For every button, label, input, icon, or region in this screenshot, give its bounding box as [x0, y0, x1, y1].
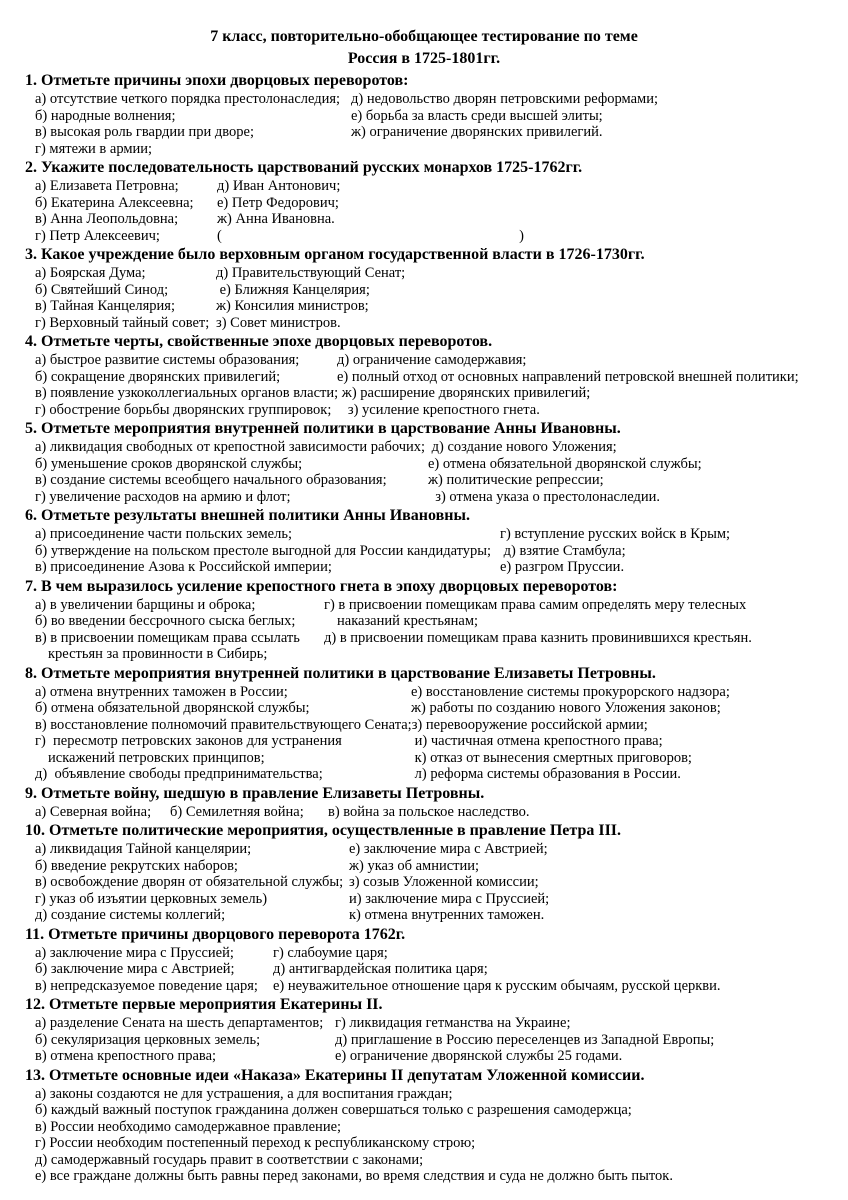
option-cell: д) взятие Стамбула;: [500, 542, 626, 559]
option-cell: е) отмена обязательной дворянской службы;: [428, 455, 702, 472]
option-row: [35, 733, 848, 750]
option-row: [35, 298, 848, 315]
option-cell: в) создание системы всеобщего начального образования;: [35, 472, 387, 488]
option-cell: в) война за польское наследство.: [328, 803, 530, 820]
option-cell: г) увеличение расходов на армию и флот;: [35, 488, 291, 505]
option-cell: д) создание системы коллегий;: [35, 907, 226, 923]
option-row: [35, 489, 848, 506]
question-heading: 5. Отметьте мероприятия внутренней политики в царствование Анны Ивановны.: [25, 420, 621, 437]
option-row: [35, 1015, 848, 1032]
document-title: [0, 26, 848, 70]
question-10: [0, 821, 848, 924]
option-row: [35, 1152, 848, 1169]
option-cell: а) в увеличении барщины и оброка;: [35, 596, 256, 613]
option-row: [35, 1048, 848, 1065]
option-cell: а) разделение Сената на шесть департаментов;: [35, 1015, 324, 1031]
question-6: [0, 506, 848, 576]
option-cell: в) непредсказуемое поведение царя;: [35, 977, 258, 994]
question-heading: 3. Какое учреждение было верховным органом государственной власти в 1726-1730гг.: [25, 246, 645, 263]
option-cell: е) неуважительное отношение царя к русским обычаям, русской церкви.: [273, 977, 721, 994]
option-row: [35, 472, 848, 489]
option-cell: д) Правительствующий Сенат;: [216, 265, 406, 281]
option-cell: в) присоединение Азова к Российской империи;: [35, 559, 332, 575]
option-row: [35, 352, 848, 369]
option-cell: а) Северная война;: [35, 803, 152, 820]
question-7: [0, 577, 848, 663]
question-3: [0, 245, 848, 331]
option-cell: б) уменьшение сроков дворянской службы;: [35, 455, 303, 472]
option-cell: д) объявление свободы предпринимательства;: [35, 766, 323, 782]
option-cell: б) Семилетняя война;: [170, 803, 304, 820]
option-row: [35, 456, 848, 473]
option-row: [35, 91, 848, 108]
option-cell: и) заключение мира с Пруссией;: [349, 890, 550, 907]
option-cell: е) борьба за власть среди высшей элиты;: [351, 107, 603, 124]
option-cell: б) сокращение дворянских привилегий;: [35, 368, 281, 385]
option-cell: г) слабоумие царя;: [273, 944, 388, 961]
option-cell: в) появление узкоколлегиальных органов власти;: [35, 385, 339, 401]
option-row: [35, 717, 848, 734]
option-cell: а) отмена внутренних таможен в России;: [35, 683, 288, 700]
option-row: [35, 684, 848, 701]
option-cell: б) отмена обязательной дворянской службы;: [35, 700, 310, 716]
option-cell: а) Боярская Дума;: [35, 265, 146, 281]
option-cell: а) ликвидация свободных от крепостной зависимости рабочих;: [35, 439, 426, 455]
option-cell: л) реформа системы образования в России.: [411, 766, 681, 782]
option-row: [35, 1119, 848, 1136]
option-row: [35, 543, 848, 560]
option-row: [35, 750, 848, 767]
option-row: [35, 1168, 848, 1185]
option-cell: а) Елизавета Петровна;: [35, 178, 179, 194]
question-heading: 6. Отметьте результаты внешней политики Анны Ивановны.: [25, 507, 470, 524]
option-row: [35, 282, 848, 299]
question-heading: 1. Отметьте причины эпохи дворцовых переворотов:: [25, 72, 409, 89]
option-cell: ж) указ об амнистии;: [349, 857, 480, 874]
option-cell: г) ликвидация гетманства на Украине;: [335, 1015, 571, 1031]
option-row: [35, 700, 848, 717]
option-cell: г) Петр Алексеевич;: [35, 227, 160, 244]
option-cell: д) в присвоении помещикам права казнить провинившихся крестьян.: [324, 629, 752, 646]
question-8: [0, 664, 848, 783]
question-11: [0, 925, 848, 995]
option-cell: е) полный отход от основных направлений петровской внешней политики;: [337, 368, 799, 385]
option-row: [35, 265, 848, 282]
question-5: [0, 419, 848, 505]
option-cell: ж) работы по созданию нового Уложения законов;: [411, 700, 721, 716]
option-row: [35, 766, 848, 783]
option-cell: г) указ об изъятии церковных земель): [35, 890, 268, 907]
option-cell: ж) политические репрессии;: [428, 472, 604, 488]
option-cell: б) Святейший Синод;: [35, 281, 169, 298]
option-row: [35, 178, 848, 195]
question-4: [0, 332, 848, 418]
option-row: [35, 1086, 848, 1103]
document-title-line1: 7 класс, повторительно-обобщающее тестирование по теме: [210, 28, 638, 45]
option-row: [35, 526, 848, 543]
option-row: [35, 874, 848, 891]
option-row: [35, 613, 848, 630]
question-heading: 11. Отметьте причины дворцового переворота 1762г.: [25, 925, 406, 943]
question-heading: 2. Укажите последовательность царствований русских монархов 1725-1762гг.: [25, 159, 583, 176]
option-cell: е) ограничение дворянской службы 25 годами.: [335, 1048, 623, 1064]
option-row: [35, 369, 848, 386]
option-cell: б) секуляризация церковных земель;: [35, 1031, 261, 1048]
question-heading: 7. В чем выразилось усиление крепостного гнета в эпоху дворцовых переворотов:: [25, 577, 618, 595]
option-row: [35, 228, 848, 245]
option-cell: з) Совет министров.: [216, 314, 341, 331]
question-13: [0, 1066, 848, 1185]
option-row: [35, 907, 848, 924]
option-row: [35, 439, 848, 456]
option-cell: б) утверждение на польском престоле выгодной для России кандидатуры;: [35, 542, 492, 559]
option-cell: з) отмена указа о престолонаследии.: [428, 488, 660, 505]
option-cell: г) Верховный тайный совет;: [35, 314, 210, 331]
option-cell: в) восстановление полномочий правительствующего Сената;: [35, 716, 412, 733]
question-9: [0, 784, 848, 821]
option-cell: к) отказ от вынесения смертных приговоров;: [411, 749, 692, 766]
option-cell: а) быстрое развитие системы образования;: [35, 352, 300, 368]
option-cell: в) освобождение дворян от обязательной службы;: [35, 874, 344, 890]
option-cell: а) присоединение части польских земель;: [35, 526, 292, 542]
option-cell: в) России необходимо самодержавное правление;: [35, 1118, 342, 1135]
option-cell: д) недовольство дворян петровскими реформами;: [351, 91, 658, 107]
option-cell: г) обострение борьбы дворянских группировок;: [35, 401, 332, 418]
option-cell: в) в присвоении помещикам права ссылать: [35, 629, 300, 646]
option-cell: д) создание нового Уложения;: [428, 439, 617, 455]
option-cell: а) ликвидация Тайной канцелярии;: [35, 841, 252, 857]
option-cell: е) все граждане должны быть равны перед законами, во время следствия и суда не должно быть пыток.: [35, 1168, 673, 1184]
option-cell: д) самодержавный государь правит в соответствии с законами;: [35, 1151, 424, 1168]
question-heading: 9. Отметьте войну, шедшую в правление Елизаветы Петровны.: [25, 784, 485, 802]
option-row: [35, 1102, 848, 1119]
option-cell: д) Иван Антонович;: [217, 178, 341, 194]
option-cell: ( ): [217, 227, 524, 244]
option-cell: г) пересмотр петровских законов для устранения: [35, 733, 342, 749]
option-cell: е) разгром Пруссии.: [500, 559, 625, 575]
option-cell: б) народные волнения;: [35, 107, 176, 124]
option-cell: б) введение рекрутских наборов;: [35, 857, 238, 874]
option-cell: искажений петровских принципов;: [48, 749, 265, 766]
option-row: [35, 1032, 848, 1049]
option-row: [35, 961, 848, 978]
question-heading: 4. Отметьте черты, свойственные эпохе дворцовых переворотов.: [25, 333, 493, 350]
option-row: [35, 141, 848, 158]
option-cell: к) отмена внутренних таможен.: [349, 907, 545, 923]
option-cell: д) ограничение самодержавия;: [337, 352, 527, 368]
option-cell: в) Анна Леопольдовна;: [35, 211, 179, 227]
option-cell: з) перевооружение российской армии;: [411, 716, 648, 733]
question-heading: 8. Отметьте мероприятия внутренней политики в царствование Елизаветы Петровны.: [25, 664, 656, 682]
option-cell: е) заключение мира с Австрией;: [349, 841, 548, 857]
option-cell: и) частичная отмена крепостного права;: [411, 733, 663, 749]
option-cell: г) вступление русских войск в Крым;: [500, 526, 731, 542]
question-1: [0, 71, 848, 157]
option-row: [35, 978, 848, 995]
question-heading: 13. Отметьте основные идеи «Наказа» Екатерины II депутатам Уложенной комиссии.: [25, 1066, 645, 1084]
option-row: [35, 804, 848, 821]
option-row: [35, 841, 848, 858]
option-row: [35, 315, 848, 332]
question-12: [0, 995, 848, 1065]
option-row: [35, 195, 848, 212]
option-cell: а) отсутствие четкого порядка престолонаследия;: [35, 91, 341, 107]
option-row: [35, 559, 848, 576]
question-heading: 12. Отметьте первые мероприятия Екатерины II.: [25, 996, 383, 1013]
option-cell: е) восстановление системы прокурорского надзора;: [411, 683, 730, 700]
option-cell: з) созыв Уложенной комиссии;: [349, 874, 539, 890]
option-row: [35, 597, 848, 614]
questions: [0, 71, 848, 1185]
option-cell: в) отмена крепостного права;: [35, 1048, 217, 1064]
option-cell: г) в присвоении помещикам права самим определять меру телесных: [324, 596, 747, 613]
option-row: [35, 1135, 848, 1152]
option-cell: наказаний крестьянам;: [337, 613, 479, 629]
question-2: [0, 158, 848, 244]
option-row: [35, 402, 848, 419]
option-cell: з) усиление крепостного гнета.: [337, 401, 540, 418]
option-row: [35, 891, 848, 908]
option-cell: ж) расширение дворянских привилегий;: [338, 385, 591, 401]
option-cell: б) заключение мира с Австрией;: [35, 961, 235, 977]
option-cell: в) Тайная Канцелярия;: [35, 298, 175, 314]
option-cell: е) Ближняя Канцелярия;: [216, 281, 370, 298]
option-cell: б) во введении бессрочного сыска беглых;: [35, 613, 296, 629]
option-cell: г) мятежи в армии;: [35, 140, 153, 157]
option-cell: б) Екатерина Алексеевна;: [35, 194, 194, 211]
option-cell: в) высокая роль гвардии при дворе;: [35, 124, 255, 140]
option-cell: д) приглашение в Россию переселенцев из Западной Европы;: [335, 1031, 715, 1048]
option-row: [35, 646, 848, 663]
option-cell: крестьян за провинности в Сибирь;: [48, 646, 268, 662]
option-cell: г) России необходим постепенный переход к республиканскому строю;: [35, 1135, 476, 1151]
option-cell: а) заключение мира с Пруссией;: [35, 944, 234, 961]
document-title-line2: Россия в 1725-1801гг.: [347, 50, 501, 67]
option-cell: д) антигвардейская политика царя;: [273, 961, 488, 977]
option-cell: ж) Анна Ивановна.: [217, 211, 335, 227]
option-row: [35, 211, 848, 228]
option-row: [35, 630, 848, 647]
option-cell: ж) ограничение дворянских привилегий.: [351, 124, 603, 140]
option-row: [35, 858, 848, 875]
option-row: [35, 108, 848, 125]
option-row: [35, 124, 848, 141]
option-cell: а) законы создаются не для устрашения, а для воспитания граждан;: [35, 1085, 453, 1102]
option-cell: б) каждый важный поступок гражданина должен совершаться только с разрешения самодержца;: [35, 1102, 632, 1118]
option-cell: е) Петр Федорович;: [217, 194, 339, 211]
question-heading: 10. Отметьте политические мероприятия, осуществленные в правление Петра III.: [25, 822, 622, 839]
option-cell: ж) Консилия министров;: [216, 298, 369, 314]
option-row: [35, 945, 848, 962]
option-row: [35, 385, 848, 402]
